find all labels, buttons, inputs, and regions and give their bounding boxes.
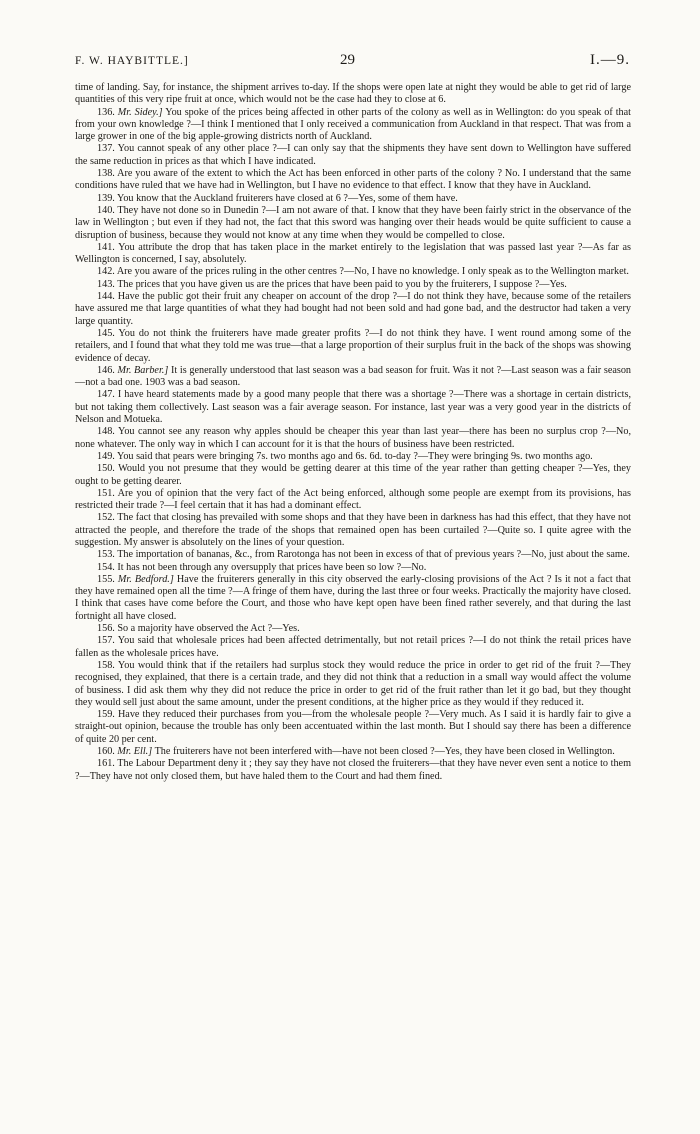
question-paragraph bbox=[75, 426, 631, 451]
question-number: 158. bbox=[97, 659, 115, 671]
paragraph-text: Have the fruiterers generally in this city observed the early-closing provisions of the Act ? Is it not a fact that they have remained open all the time ?—A fringe of them have, during the last three or four weeks. Practically the majority have closed. I think that cases have come before the Court, and those who have kept open have been fined rather severely, and that during the last fortnight all have closed. bbox=[75, 573, 632, 622]
speaker-label: Mr. Ell.] bbox=[117, 746, 153, 758]
question-paragraph bbox=[75, 660, 631, 709]
paragraph-text: You would think that if the retailers had surplus stock they would reduce the price in order to get rid of the fruit ?—They recognised, they explained, that there is a certain trade, and they did not think that a reduction in a small way would affect the volume of business. I did ask them why they did not reduce the price in order to get rid of the fruit rather than let it go bad, but they thought they would sell just about the same amount, under the present conditions, at the higher price as they would if they reduced it. bbox=[75, 659, 632, 708]
question-paragraph bbox=[75, 488, 631, 513]
paragraph-text: It is generally understood that last season was a bad season for fruit. Was it not ?—Last season was a fair season—not a bad one. 1903 was a bad season. bbox=[75, 364, 632, 389]
paragraph-text: So a majority have observed the Act ?—Yes. bbox=[117, 623, 300, 635]
question-number: 161. bbox=[97, 758, 115, 770]
question-number: 156. bbox=[97, 623, 115, 635]
question-paragraph bbox=[75, 574, 631, 623]
question-paragraph bbox=[75, 193, 631, 205]
paragraph-text: Have they reduced their purchases from you—from the wholesale people ?—Very much. As I said it is hardly fair to give a straight-out opinion, because the trouble has only been accentuated within the last month. But I should say there has been a difference of quite 20 per cent. bbox=[75, 709, 631, 745]
paragraph-text: You cannot see any reason why apples should be cheaper this year than last year—there has been no surplus crop ?—No, none whatever. The only way in which I can account for it is that the hours of business have been restricted. bbox=[75, 426, 632, 450]
paragraph-text: Have the public got their fruit any cheaper on account of the drop ?—I do not think they have, because some of the retailers have assured me that large quantities of what they had bought had not been sold and had gone bad, and the destructor had taken a very large quantity. bbox=[75, 291, 632, 327]
paragraph-text: You cannot speak of any other place ?—I can only say that the shipments they have sent down to Wellington have suffered the same reduction in prices as that which I have indicated. bbox=[75, 143, 631, 167]
question-number: 140. bbox=[97, 204, 115, 216]
question-number: 145. bbox=[97, 327, 115, 339]
question-number: 160. bbox=[97, 746, 115, 758]
question-paragraph bbox=[75, 242, 631, 267]
question-paragraph bbox=[75, 512, 631, 549]
speaker-label: Mr. Bedford.] bbox=[117, 573, 174, 585]
question-paragraph bbox=[75, 463, 631, 488]
paragraph-text: Would you not presume that they would be getting dearer at this time of the year rather than getting cheaper ?—Yes, they ought to be getting dearer. bbox=[75, 463, 631, 487]
paragraph-text: They have not done so in Dunedin ?—I am not aware of that. I know that they have been fairly strict in the observance of the law in Wellington ; but even if they had not, the fact that this sword was hanging over their heads would be quite sufficient to cause a disruption of business, because they would not know at any time when they would be compelled to close. bbox=[75, 204, 631, 241]
speaker-label: Mr. Sidey.] bbox=[117, 106, 163, 118]
paragraph-text: You said that pears were bringing 7s. two months ago and 6s. 6d. to-day ?—They were bringing 9s. two months ago. bbox=[117, 450, 593, 462]
paragraph-text: You do not think the fruiterers have made greater profits ?—I do not think they have. I went round among some of the retailers, and I found that what they told me was true—that a large proportion of their surplus fruit in the back of the shops was showing evidence of decay. bbox=[75, 327, 631, 364]
question-number: 154. bbox=[97, 561, 115, 573]
question-number: 155. bbox=[97, 573, 115, 585]
question-number: 142. bbox=[97, 266, 115, 278]
question-number: 159. bbox=[97, 709, 115, 721]
question-paragraph bbox=[75, 291, 631, 328]
paragraph-text: You said that wholesale prices had been affected detrimentally, but not retail prices ?—I do not think the retail prices have fallen as the wholesale prices have. bbox=[75, 635, 631, 659]
question-number: 143. bbox=[97, 278, 115, 290]
page-header bbox=[75, 52, 630, 72]
question-paragraph bbox=[75, 451, 631, 463]
paragraph-text: The importation of bananas, &c., from Rarotonga has not been in excess of that of previous years ?—No, just about the same. bbox=[117, 549, 630, 561]
paragraph-text: You know that the Auckland fruiterers have closed at 6 ?—Yes, some of them have. bbox=[117, 192, 458, 204]
paragraph-text: Are you aware of the prices ruling in the other centres ?—No, I have no knowledge. I only speak as to the Wellington market. bbox=[116, 266, 629, 278]
witness-name: F. W. HAYBITTLE.] bbox=[75, 55, 189, 67]
question-number: 153. bbox=[97, 549, 115, 561]
paragraph-text: You spoke of the prices being affected in other parts of the colony as well as in Wellington: do you speak of that from your own knowledge ?—I think I mentioned that I only received a communication from Auckland in that respect. That was from a large grower in one of the big apple-growing districts north of Auckland. bbox=[75, 106, 632, 143]
question-number: 149. bbox=[97, 450, 115, 462]
question-number: 136. bbox=[97, 106, 115, 118]
question-number: 146. bbox=[97, 364, 115, 376]
paragraph-text: The fruiterers have not been interfered with—have not been closed ?—Yes, they have been closed in Wellington. bbox=[154, 746, 615, 758]
question-number: 139. bbox=[97, 192, 115, 204]
question-number: 138. bbox=[97, 168, 115, 180]
question-paragraph bbox=[75, 758, 631, 783]
question-paragraph bbox=[75, 709, 631, 746]
question-paragraph bbox=[75, 623, 631, 635]
question-number: 150. bbox=[97, 463, 115, 475]
paragraph-text: Are you of opinion that the very fact of the Act being enforced, although some people are exempt from its provisions, has restricted their trade ?—I feel certain that it has had a dominant effect. bbox=[75, 487, 632, 512]
page-number: 29 bbox=[340, 52, 355, 68]
speaker-label: Mr. Barber.] bbox=[117, 364, 169, 376]
question-paragraph bbox=[75, 107, 631, 144]
document-reference: I.—9. bbox=[590, 52, 630, 68]
question-number: 147. bbox=[97, 389, 115, 401]
question-paragraph bbox=[75, 266, 631, 278]
question-paragraph bbox=[75, 562, 631, 574]
paragraph-text: Are you aware of the extent to which the Act has been enforced in other parts of the colony ? No. I understand that the same conditions have ruled that we have had in Wellington, but I have no evidence to that effect. I know that they have in Auckland. bbox=[75, 168, 631, 192]
paragraph-text: The prices that you have given us are the prices that have been paid to you by the fruiterers, I suppose ?—Yes. bbox=[117, 278, 567, 290]
evidence-body bbox=[75, 82, 631, 783]
question-paragraph bbox=[75, 205, 631, 242]
paragraph-text: time of landing. Say, for instance, the shipment arrives to-day. If the shops were open late at night they would be able to get rid of large quantities of this very ripe fruit at once, which would not be the case had they to close at 6. bbox=[75, 82, 631, 106]
question-paragraph bbox=[75, 328, 631, 365]
question-paragraph bbox=[75, 82, 631, 107]
question-number: 152. bbox=[97, 512, 115, 524]
question-paragraph bbox=[75, 549, 631, 561]
paragraph-text: The Labour Department deny it ; they say they have not closed the fruiterers—that they have never even sent a notice to them ?—They have not only closed them, but have haled them to the Court and had them fined. bbox=[75, 758, 631, 782]
question-paragraph bbox=[75, 389, 631, 426]
question-number: 141. bbox=[97, 241, 115, 253]
question-paragraph bbox=[75, 143, 631, 168]
question-number: 157. bbox=[97, 635, 115, 647]
question-paragraph bbox=[75, 279, 631, 291]
question-number: 148. bbox=[97, 426, 115, 438]
paragraph-text: The fact that closing has prevailed with some shops and that they have been in darkness has had this effect, that they have not attracted the people, and therefore the trade of the shops that remained open has been curtailed ?—Quite so. I quite agree with the suggestion. My answer is absolutely on the lines of your question. bbox=[75, 512, 631, 548]
question-paragraph bbox=[75, 365, 631, 390]
question-number: 151. bbox=[97, 487, 115, 499]
question-paragraph bbox=[75, 635, 631, 660]
question-paragraph bbox=[75, 746, 631, 758]
question-number: 144. bbox=[97, 291, 115, 303]
question-paragraph bbox=[75, 168, 631, 193]
paragraph-text: You attribute the drop that has taken place in the market entirely to the legislation that was passed last year ?—As far as Wellington is concerned, I say, absolutely. bbox=[75, 241, 632, 266]
paragraph-text: It has not been through any oversupply that prices have been so low ?—No. bbox=[117, 561, 427, 573]
question-number: 137. bbox=[97, 143, 115, 155]
paragraph-text: I have heard statements made by a good many people that there was a shortage ?—There was a shortage in certain districts, but not taking them collectively. Last season was a fair average season. For instance, last year was a very good year in the districts of Nelson and Motueka. bbox=[75, 389, 631, 426]
